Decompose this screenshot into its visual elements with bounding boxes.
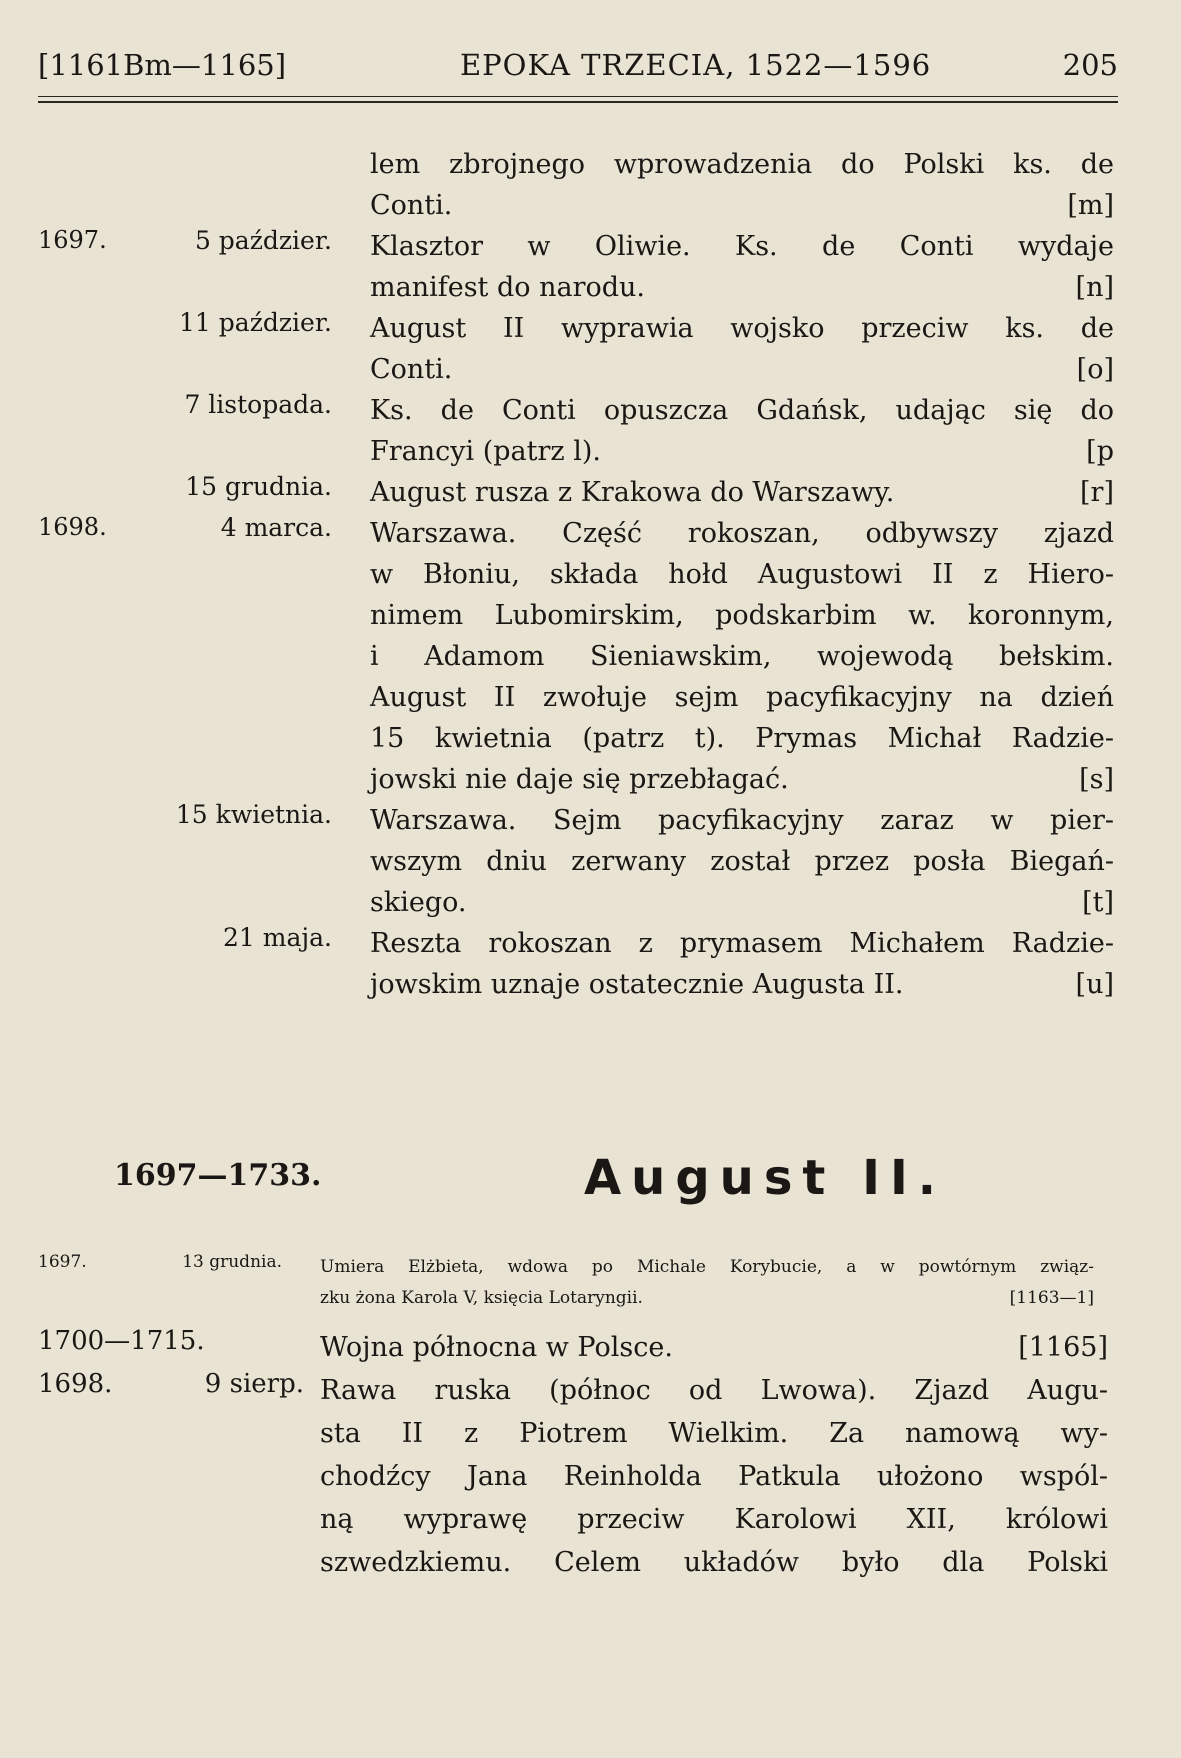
entry-reference-mark: [t] <box>1082 887 1114 918</box>
entry-reference-mark: [n] <box>1075 272 1114 303</box>
entry-line <box>370 185 1114 226</box>
entry-line <box>320 1412 1108 1455</box>
entry-date: 7 listopada. <box>184 390 332 419</box>
entry-line-text: Francyi (patrz l). <box>370 436 601 467</box>
entry-line-text: chodźcy Jana Reinholda Patkula ułożono wspól- <box>320 1461 1108 1492</box>
section-heading <box>0 1150 1181 1220</box>
entry-text <box>320 1326 1108 1369</box>
entry-line-text: i Adamom Sieniawskim, wojewodą bełskim. <box>370 641 1114 672</box>
entry-line-text: wszym dniu zerwany został przez posła Biegań- <box>370 846 1114 877</box>
entry-line <box>320 1455 1108 1498</box>
entry-year: 1698. <box>38 1369 113 1399</box>
header-title: EPOKA TRZECIA, 1522—1596 <box>460 48 932 82</box>
entry-line-text: 15 kwietnia (patrz t). Prymas Michał Radzie- <box>370 723 1114 754</box>
entry-line <box>370 513 1114 554</box>
entry-line <box>320 1326 1108 1369</box>
entry-date: 5 paździer. <box>194 226 332 255</box>
entry-line <box>370 349 1114 390</box>
entry-line-text: nimem Lubomirskim, podskarbim w. koronnym, <box>370 600 1114 631</box>
entry-line-text: August rusza z Krakowa do Warszawy. <box>370 477 895 508</box>
entry-line-text: skiego. <box>370 887 467 918</box>
entry-date: 4 marca. <box>220 513 332 542</box>
entry-line-text: Umiera Elżbieta, wdowa po Michale Korybucie, a w powtórnym związ- <box>320 1257 1094 1277</box>
entry-text <box>370 800 1114 923</box>
entry-line <box>370 472 1114 513</box>
entry-reference-mark: [o] <box>1076 354 1114 385</box>
entry-reference-mark: [u] <box>1075 969 1114 1000</box>
entry-line-text: Rawa ruska (północ od Lwowa). Zjazd Augu- <box>320 1375 1108 1406</box>
entry-line <box>370 390 1114 431</box>
entry-line <box>370 308 1114 349</box>
entry-line-text: jowski nie daje się przebłagać. <box>370 764 789 795</box>
entry-line <box>320 1541 1108 1584</box>
entry-line <box>370 267 1114 308</box>
entry-line <box>370 964 1114 1005</box>
entry-text <box>320 1252 1094 1314</box>
entry-text <box>370 472 1114 513</box>
entry-line <box>320 1498 1108 1541</box>
entry-line <box>370 636 1114 677</box>
entry-line-text: Conti. <box>370 354 453 385</box>
entry-line <box>320 1283 1094 1314</box>
entry-line <box>370 595 1114 636</box>
header-reference: [1161Bm—1165] <box>38 48 287 82</box>
entry-text <box>370 308 1114 390</box>
entry-line-text: Wojna północna w Polsce. <box>320 1332 673 1363</box>
entry-line-text: Reszta rokoszan z prymasem Michałem Radzie- <box>370 928 1114 959</box>
entry-year: 1700—1715. <box>38 1326 205 1356</box>
entry-reference-mark: [s] <box>1079 764 1114 795</box>
entry-line <box>370 226 1114 267</box>
entry-line-text: ną wyprawę przeciw Karolowi XII, królowi <box>320 1504 1108 1535</box>
entry-year: 1698. <box>38 513 107 541</box>
entry-text <box>370 226 1114 308</box>
entry-text <box>370 390 1114 472</box>
entry-date: 15 kwietnia. <box>175 800 332 829</box>
entry-date: 11 paździer. <box>179 308 332 337</box>
section-years: 1697—1733. <box>114 1158 322 1193</box>
entry-line <box>370 677 1114 718</box>
entry-line-text: Warszawa. Część rokoszan, odbywszy zjazd <box>370 518 1114 549</box>
entry-reference-mark: [1165] <box>1018 1332 1108 1363</box>
entry-line-text: lem zbrojnego wprowadzenia do Polski ks. de <box>370 149 1114 180</box>
entry-line <box>370 759 1114 800</box>
entry-reference-mark: [1163—1] <box>1009 1288 1094 1308</box>
page-number: 205 <box>1062 48 1118 82</box>
entry-line <box>370 923 1114 964</box>
entry-line <box>370 882 1114 923</box>
entry-line <box>370 554 1114 595</box>
entry-line-text: sta II z Piotrem Wielkim. Za namową wy- <box>320 1418 1108 1449</box>
entry-date: 15 grudnia. <box>185 472 332 501</box>
entry-date: 21 maja. <box>223 923 332 952</box>
entry-line <box>320 1369 1108 1412</box>
entry-line-text: August II zwołuje sejm pacyfikacyjny na dzień <box>370 682 1114 713</box>
entry-line-text: szwedzkiemu. Celem układów było dla Polski <box>320 1547 1108 1578</box>
entry-line <box>370 841 1114 882</box>
entry-line-text: Warszawa. Sejm pacyfikacyjny zaraz w pier- <box>370 805 1114 836</box>
entry-date: 13 grudnia. <box>182 1252 282 1272</box>
entry-text <box>370 144 1114 226</box>
entry-reference-mark: [p <box>1086 436 1114 467</box>
entry-line-text: manifest do narodu. <box>370 272 646 303</box>
entry-year: 1697. <box>38 226 107 254</box>
entry-line <box>370 800 1114 841</box>
entry-date: 9 sierp. <box>204 1369 304 1399</box>
entry-line-text: August II wyprawia wojsko przeciw ks. de <box>370 313 1114 344</box>
section-title: August II. <box>584 1150 947 1206</box>
entry-text <box>320 1369 1108 1584</box>
entry-line-text: Klasztor w Oliwie. Ks. de Conti wydaje <box>370 231 1114 262</box>
entry-line-text: w Błoniu, składa hołd Augustowi II z Hiero- <box>370 559 1114 590</box>
entry-reference-mark: [m] <box>1067 190 1114 221</box>
entry-line <box>370 718 1114 759</box>
entry-line <box>370 144 1114 185</box>
entry-line <box>320 1252 1094 1283</box>
entry-line <box>370 431 1114 472</box>
entry-reference-mark: [r] <box>1080 477 1114 508</box>
entry-text <box>370 513 1114 800</box>
entry-line-text: jowskim uznaje ostatecznie Augusta II. <box>370 969 904 1000</box>
entry-line-text: zku żona Karola V, księcia Lotaryngii. <box>320 1288 643 1308</box>
entry-text <box>370 923 1114 1005</box>
entry-line-text: Ks. de Conti opuszcza Gdańsk, udając się do <box>370 395 1114 426</box>
entry-year: 1697. <box>38 1252 87 1272</box>
entry-line-text: Conti. <box>370 190 453 221</box>
